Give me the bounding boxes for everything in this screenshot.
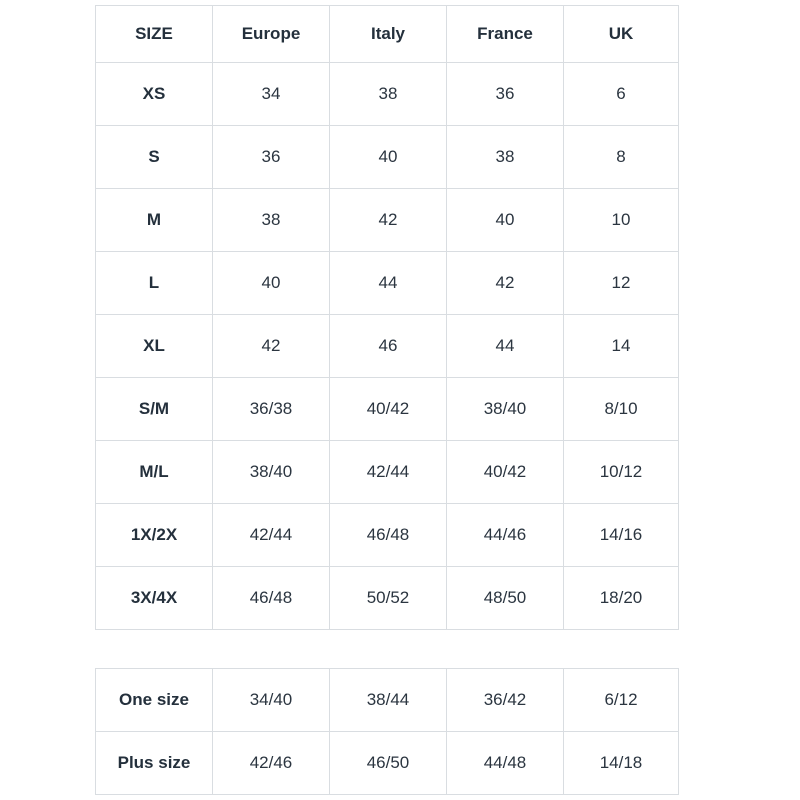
row-label: One size <box>96 669 213 732</box>
cell-europe: 42/46 <box>213 732 330 795</box>
cell-europe: 38/40 <box>213 441 330 504</box>
column-header-france: France <box>447 6 564 63</box>
cell-europe: 42/44 <box>213 504 330 567</box>
table-row <box>96 63 679 126</box>
cell-europe: 38 <box>213 189 330 252</box>
cell-uk: 6/12 <box>564 669 679 732</box>
row-label: L <box>96 252 213 315</box>
cell-italy: 44 <box>330 252 447 315</box>
row-label: S/M <box>96 378 213 441</box>
cell-france: 36 <box>447 63 564 126</box>
cell-italy: 38 <box>330 63 447 126</box>
cell-uk: 8/10 <box>564 378 679 441</box>
cell-italy: 46/48 <box>330 504 447 567</box>
cell-uk: 6 <box>564 63 679 126</box>
table-row <box>96 378 679 441</box>
cell-uk: 10 <box>564 189 679 252</box>
column-header-size: SIZE <box>96 6 213 63</box>
table-row <box>96 252 679 315</box>
cell-france: 40/42 <box>447 441 564 504</box>
row-label: XL <box>96 315 213 378</box>
cell-france: 38/40 <box>447 378 564 441</box>
cell-italy: 38/44 <box>330 669 447 732</box>
row-label: XS <box>96 63 213 126</box>
cell-europe: 34 <box>213 63 330 126</box>
table-row <box>96 315 679 378</box>
cell-france: 38 <box>447 126 564 189</box>
column-header-europe: Europe <box>213 6 330 63</box>
cell-uk: 10/12 <box>564 441 679 504</box>
cell-italy: 46 <box>330 315 447 378</box>
cell-europe: 34/40 <box>213 669 330 732</box>
table-header-row <box>96 6 679 63</box>
row-label: 1X/2X <box>96 504 213 567</box>
cell-italy: 42 <box>330 189 447 252</box>
cell-uk: 12 <box>564 252 679 315</box>
table-row <box>96 732 679 795</box>
cell-uk: 14 <box>564 315 679 378</box>
cell-france: 44/46 <box>447 504 564 567</box>
cell-france: 44/48 <box>447 732 564 795</box>
row-label: S <box>96 126 213 189</box>
cell-france: 40 <box>447 189 564 252</box>
row-label: M/L <box>96 441 213 504</box>
cell-france: 42 <box>447 252 564 315</box>
cell-uk: 18/20 <box>564 567 679 630</box>
cell-france: 48/50 <box>447 567 564 630</box>
cell-france: 36/42 <box>447 669 564 732</box>
column-header-italy: Italy <box>330 6 447 63</box>
size-conversion-table <box>95 5 679 630</box>
row-label: M <box>96 189 213 252</box>
cell-france: 44 <box>447 315 564 378</box>
cell-europe: 40 <box>213 252 330 315</box>
one-size-plus-size-table <box>95 668 679 795</box>
table-row <box>96 189 679 252</box>
cell-italy: 46/50 <box>330 732 447 795</box>
cell-europe: 36/38 <box>213 378 330 441</box>
cell-italy: 50/52 <box>330 567 447 630</box>
cell-europe: 46/48 <box>213 567 330 630</box>
cell-italy: 40 <box>330 126 447 189</box>
cell-europe: 42 <box>213 315 330 378</box>
cell-europe: 36 <box>213 126 330 189</box>
cell-uk: 14/16 <box>564 504 679 567</box>
cell-italy: 42/44 <box>330 441 447 504</box>
table-row <box>96 567 679 630</box>
table-row <box>96 504 679 567</box>
table-row <box>96 669 679 732</box>
column-header-uk: UK <box>564 6 679 63</box>
table-row <box>96 441 679 504</box>
cell-uk: 14/18 <box>564 732 679 795</box>
cell-uk: 8 <box>564 126 679 189</box>
row-label: Plus size <box>96 732 213 795</box>
row-label: 3X/4X <box>96 567 213 630</box>
cell-italy: 40/42 <box>330 378 447 441</box>
table-row <box>96 126 679 189</box>
